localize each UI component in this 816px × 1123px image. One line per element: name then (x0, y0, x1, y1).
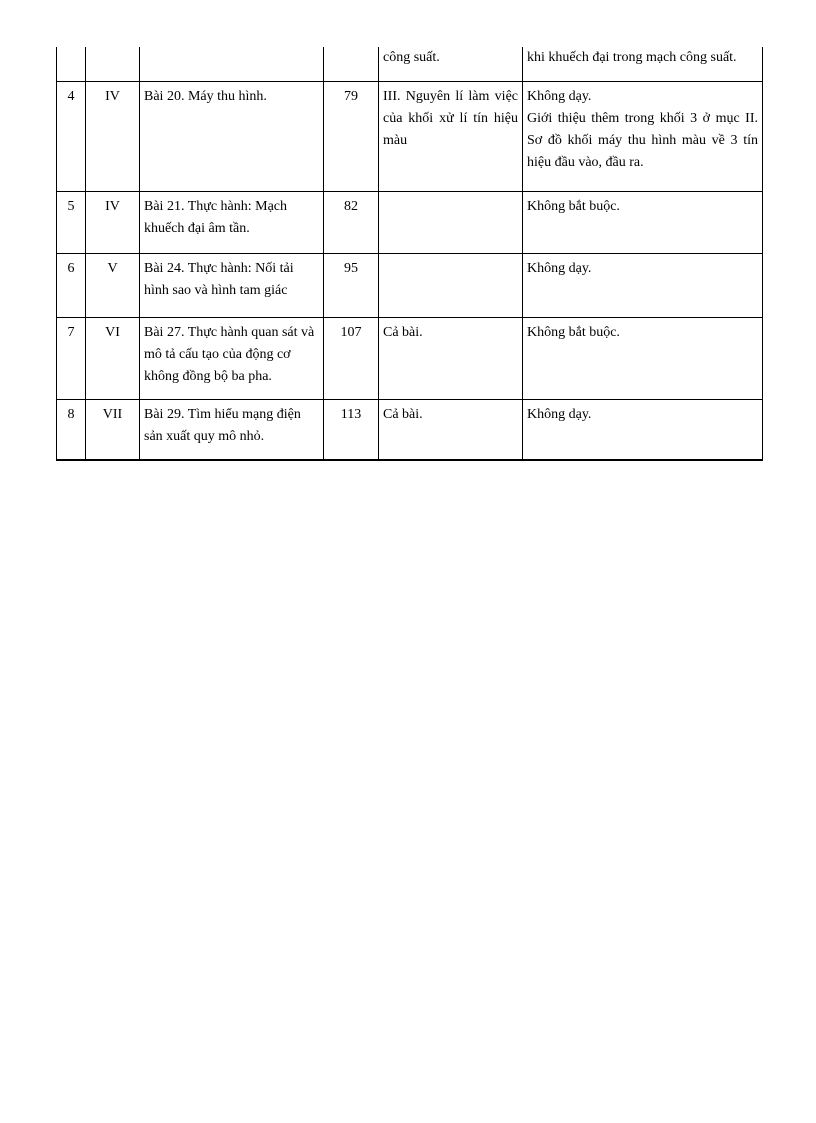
note-line: Không bắt buộc. (527, 198, 620, 214)
lesson-cell: Bài 27. Thực hành quan sát và mô tả cấu tạo của động cơ không đồng bộ ba pha. (140, 317, 324, 399)
note-cell (523, 317, 763, 399)
content-cell: Cả bài. (379, 317, 523, 399)
note-line: Không dạy. (527, 406, 592, 422)
lesson-cell: Bài 21. Thực hành: Mạch khuếch đại âm tần. (140, 191, 324, 253)
table-row (57, 399, 763, 460)
table-row (57, 317, 763, 399)
lesson-cell: Bài 29. Tìm hiểu mạng điện sản xuất quy mô nhỏ. (140, 399, 324, 460)
content-cell (379, 191, 523, 253)
content-cell (379, 253, 523, 317)
row-number-cell: 8 (57, 399, 86, 460)
chapter-cell (86, 47, 140, 81)
table-row (57, 81, 763, 191)
chapter-cell: IV (86, 191, 140, 253)
note-line: Giới thiệu thêm trong khối 3 ở mục II. Sơ đồ khối máy thu hình màu về 3 tín hiệu đầu vào, đầu ra. (527, 110, 758, 170)
note-cell (523, 399, 763, 460)
content-cell: III. Nguyên lí làm việc của khối xử lí tín hiệu màu (379, 81, 523, 191)
page-cell: 82 (324, 191, 379, 253)
content-cell: Cả bài. (379, 399, 523, 460)
page-cell: 107 (324, 317, 379, 399)
table-row (57, 253, 763, 317)
note-line: Không dạy. (527, 260, 592, 276)
lesson-cell: Bài 20. Máy thu hình. (140, 81, 324, 191)
row-number-cell: 7 (57, 317, 86, 399)
note-cell (523, 191, 763, 253)
curriculum-adjustment-table (56, 47, 763, 461)
page-cell: 79 (324, 81, 379, 191)
row-number-cell: 6 (57, 253, 86, 317)
page-cell: 95 (324, 253, 379, 317)
lesson-cell (140, 47, 324, 81)
chapter-cell: V (86, 253, 140, 317)
lesson-cell: Bài 24. Thực hành: Nối tải hình sao và hình tam giác (140, 253, 324, 317)
page-cell: 113 (324, 399, 379, 460)
row-number-cell: 5 (57, 191, 86, 253)
note-line: Không bắt buộc. (527, 324, 620, 340)
table-row (57, 47, 763, 81)
note-cell (523, 47, 763, 81)
table-row (57, 191, 763, 253)
note-line: Không dạy. (527, 88, 592, 104)
row-number-cell (57, 47, 86, 81)
note-cell (523, 81, 763, 191)
chapter-cell: IV (86, 81, 140, 191)
row-number-cell: 4 (57, 81, 86, 191)
note-cell (523, 253, 763, 317)
chapter-cell: VII (86, 399, 140, 460)
note-line: khi khuếch đại trong mạch công suất. (527, 50, 737, 65)
chapter-cell: VI (86, 317, 140, 399)
content-cell: công suất. (379, 47, 523, 81)
page-cell (324, 47, 379, 81)
